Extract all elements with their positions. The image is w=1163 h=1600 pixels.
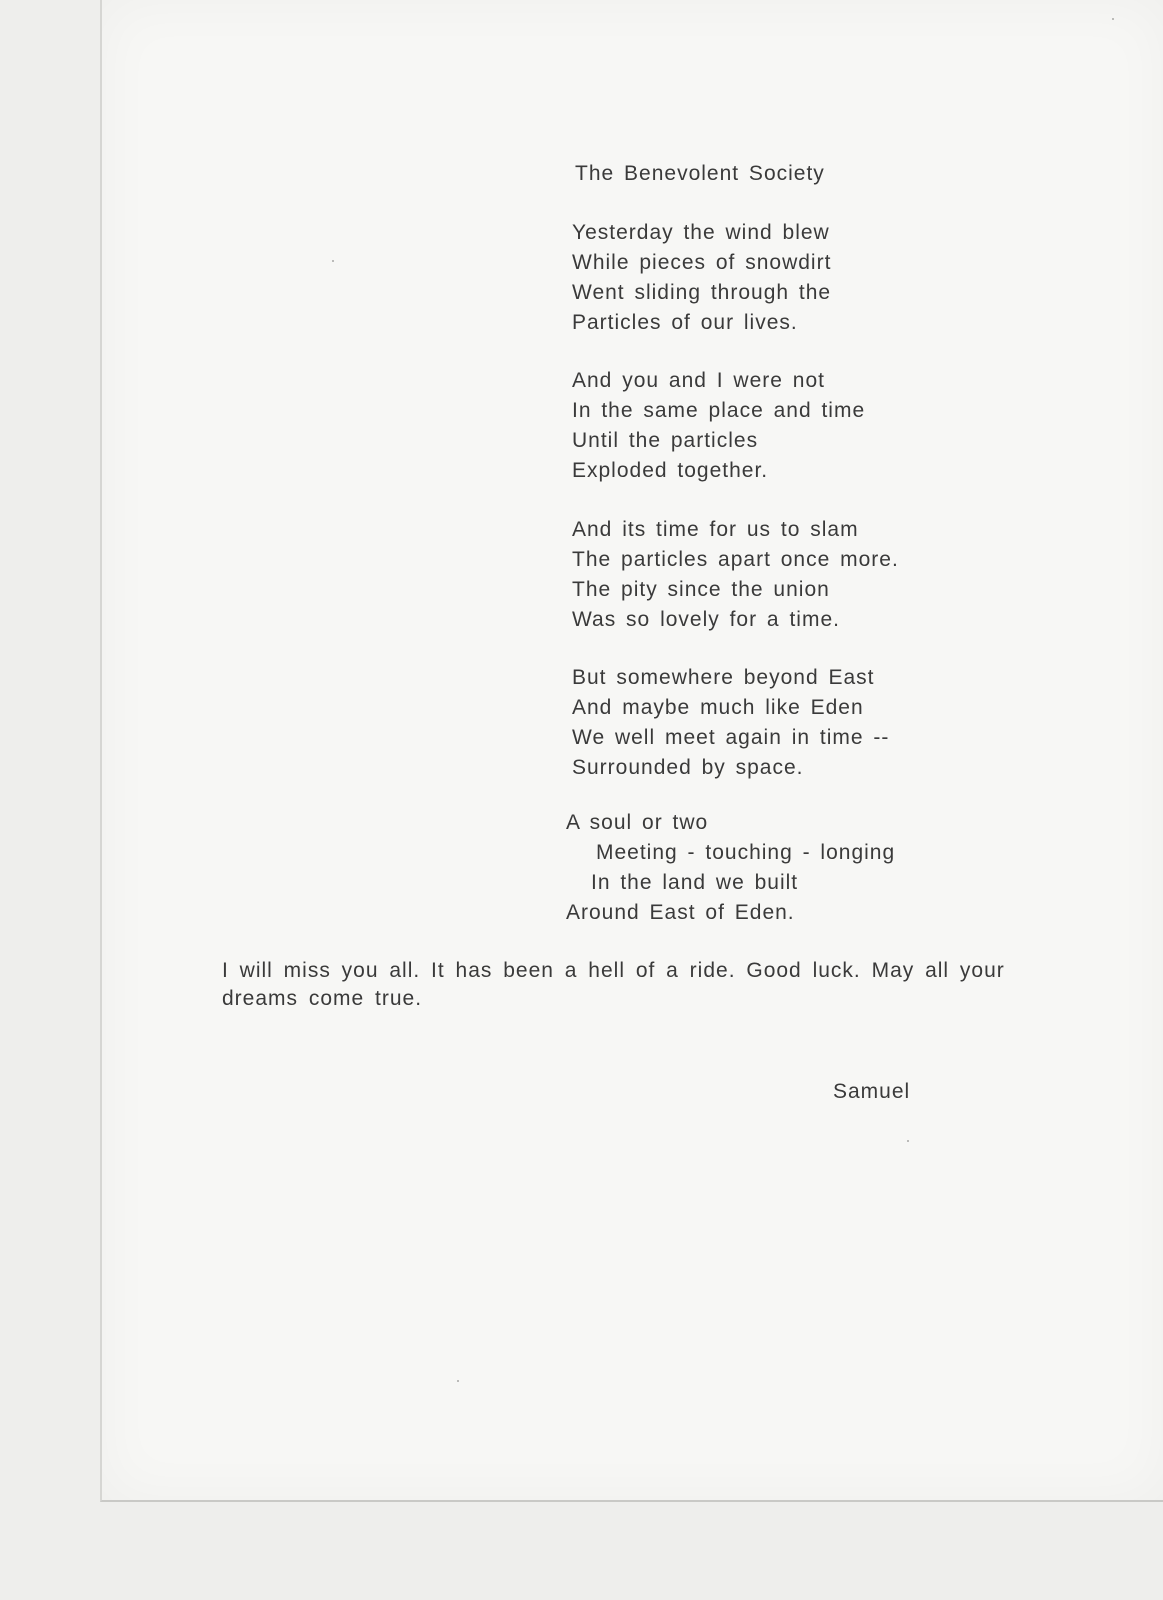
poem-line: Particles of our lives. <box>572 311 798 334</box>
poem-line: We well meet again in time -- <box>572 726 890 749</box>
poem-line: And its time for us to slam <box>572 518 859 541</box>
stanza-2 <box>572 366 865 486</box>
poem-line: Yesterday the wind blew <box>572 221 830 244</box>
poem-line: Was so lovely for a time. <box>572 608 840 631</box>
stanza-5 <box>566 808 895 928</box>
poem-line: Around East of Eden. <box>566 901 795 924</box>
poem-line: But somewhere beyond East <box>572 666 875 689</box>
poem-line: In the land we built <box>591 871 799 894</box>
poem-line: Meeting - touching - longing <box>596 841 896 864</box>
poem-line: Exploded together. <box>572 459 769 482</box>
paper-speck <box>457 1380 459 1382</box>
poem-line: The pity since the union <box>572 578 830 601</box>
poem-title: The Benevolent Society <box>575 162 825 185</box>
signature: Samuel <box>833 1080 911 1103</box>
poem-line: And you and I were not <box>572 369 825 392</box>
poem-line: While pieces of snowdirt <box>572 251 832 274</box>
paper-speck <box>332 260 334 262</box>
poem-line: And maybe much like Eden <box>572 696 864 719</box>
poem-line: Went sliding through the <box>572 281 832 304</box>
farewell-message: I will miss you all. It has been a hell of a ride. Good luck. May all your dreams come true. <box>222 959 1005 1010</box>
paper-speck <box>1112 18 1114 20</box>
poem-line: A soul or two <box>566 811 709 834</box>
stanza-3 <box>572 515 899 635</box>
stanza-1 <box>572 218 831 338</box>
poem-line: The particles apart once more. <box>572 548 899 571</box>
poem-line: In the same place and time <box>572 399 866 422</box>
stanza-4 <box>572 663 889 783</box>
poem-line: Surrounded by space. <box>572 756 804 779</box>
poem-line: Until the particles <box>572 429 759 452</box>
paper-speck <box>907 1140 909 1142</box>
